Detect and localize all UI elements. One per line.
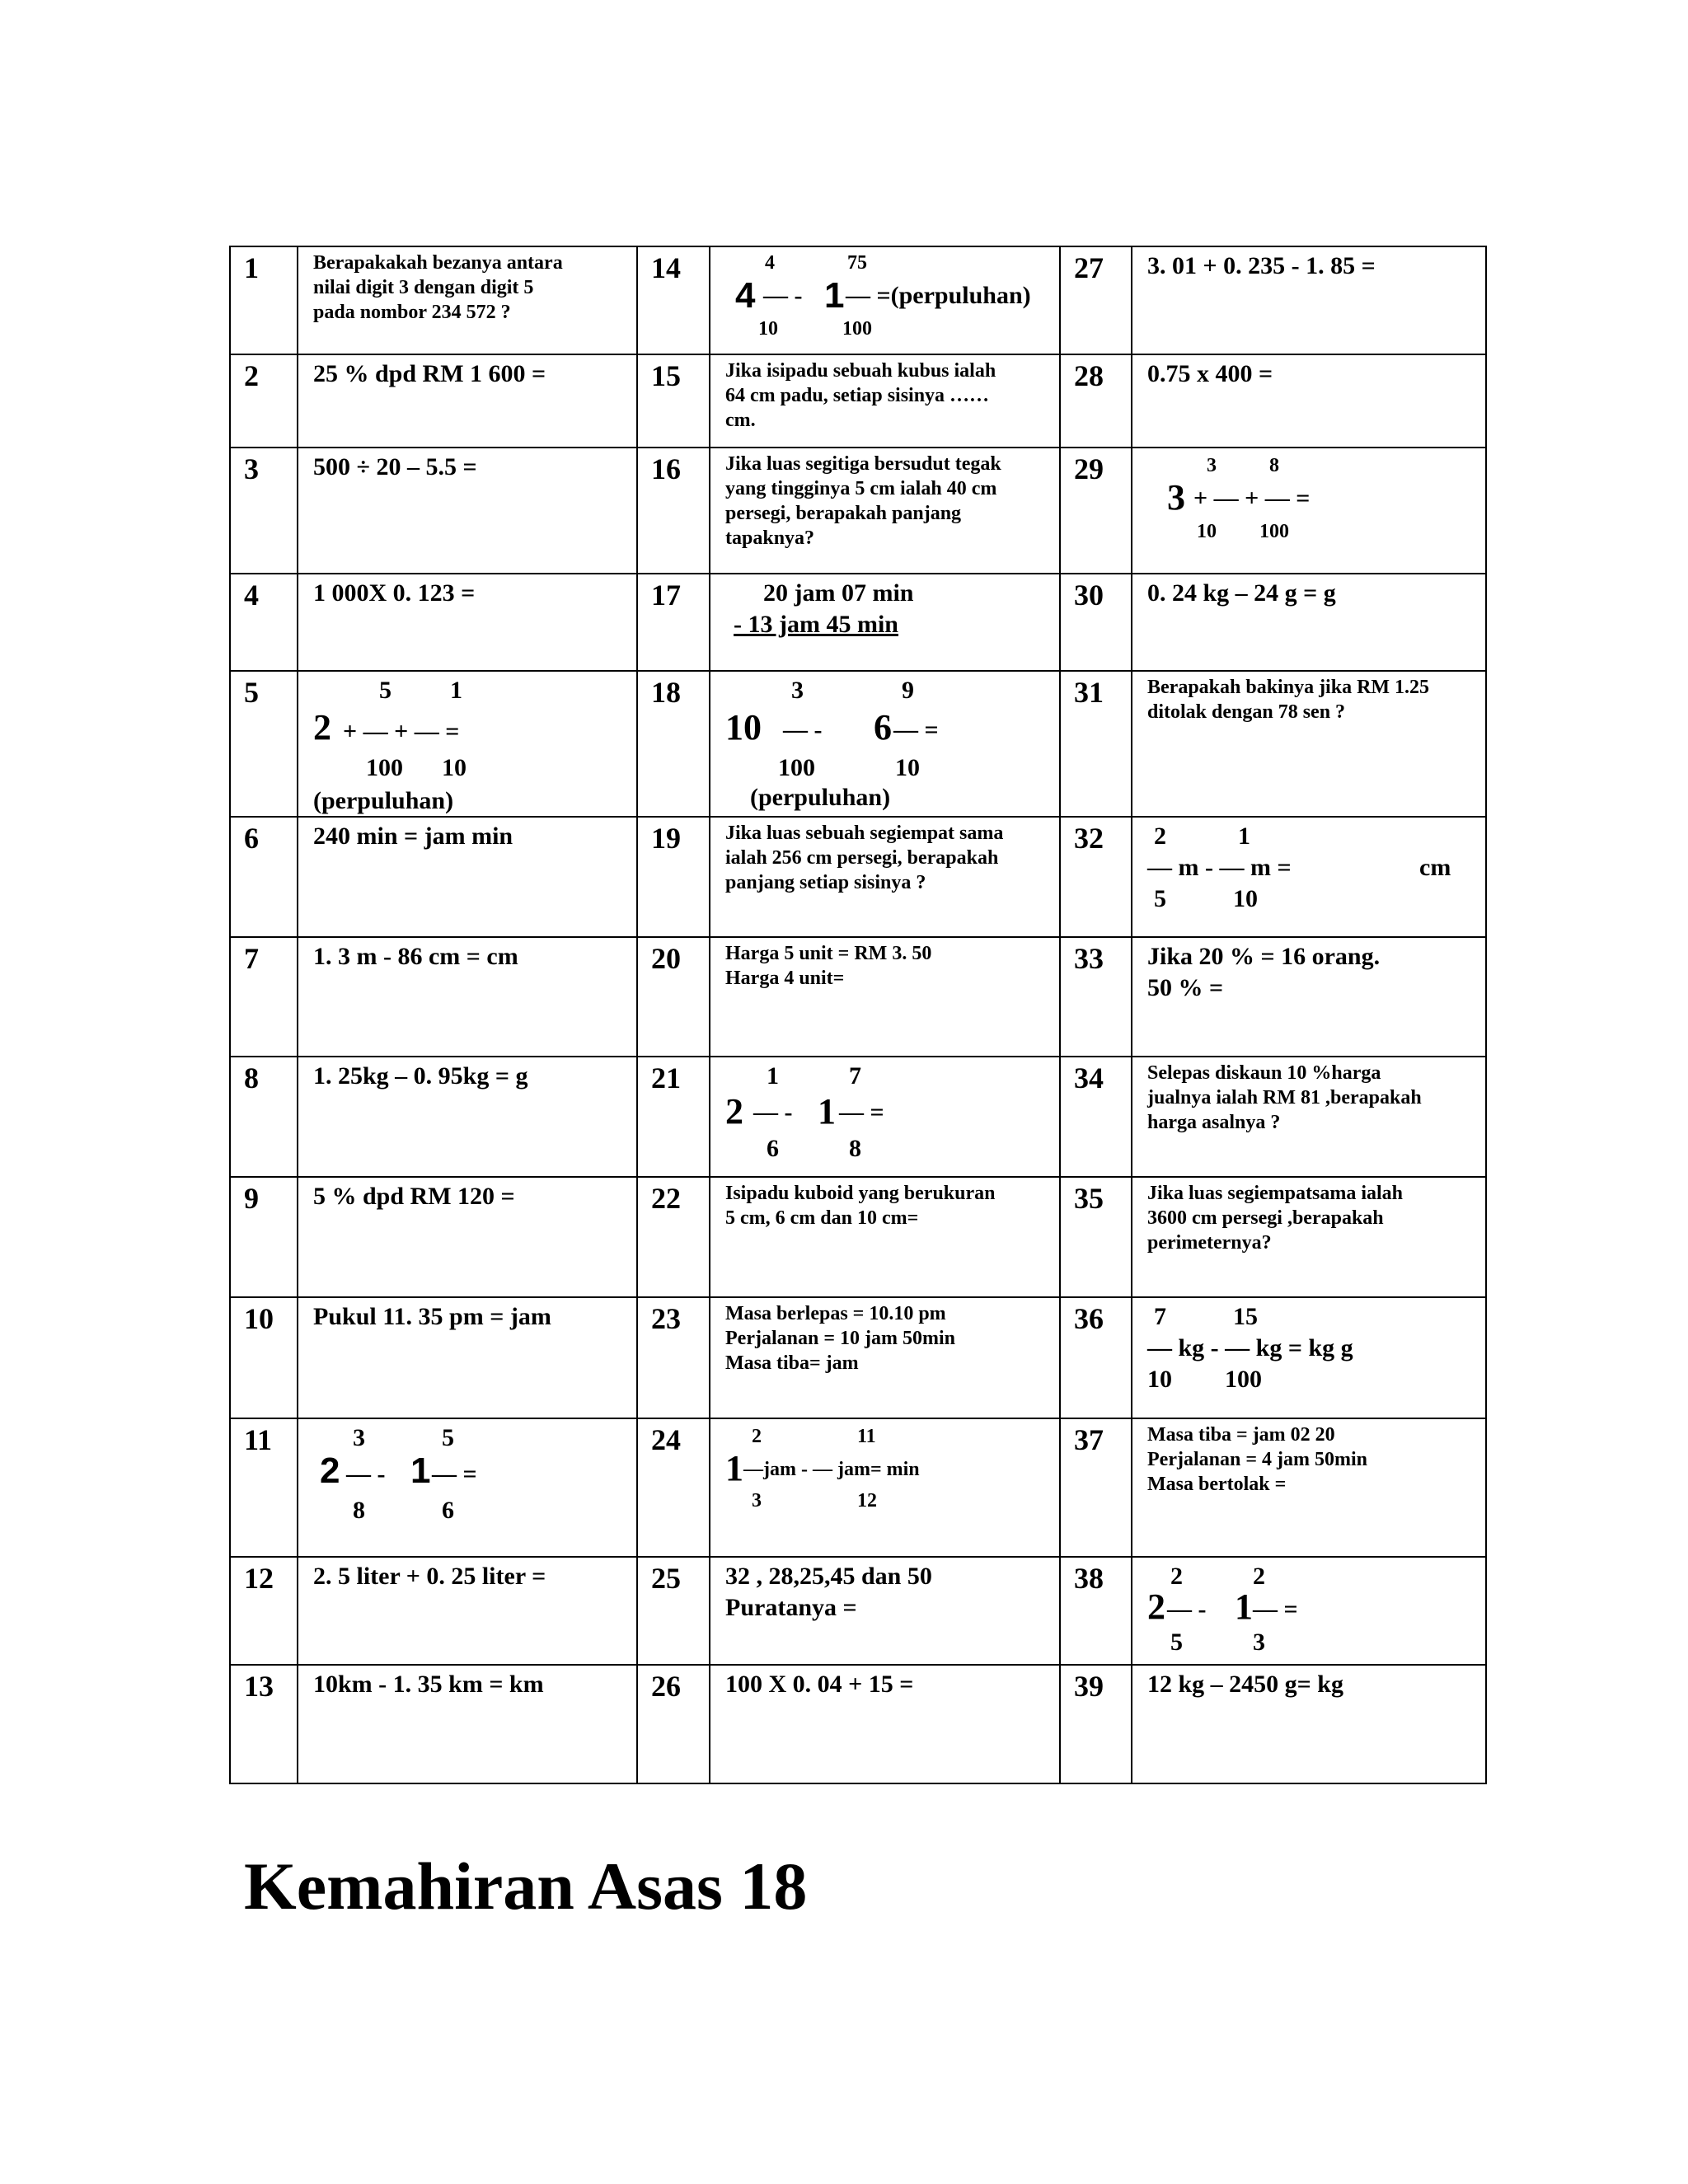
question-number: 16 xyxy=(637,448,710,574)
denominator: 10 xyxy=(1197,521,1217,542)
question-number: 25 xyxy=(637,1557,710,1665)
table-row xyxy=(230,1665,1486,1783)
numerator: 2 xyxy=(1154,823,1166,850)
numerator: 2 xyxy=(752,1426,762,1447)
question-number: 3 xyxy=(230,448,298,574)
operator: — =(perpuluhan) xyxy=(846,282,1031,309)
question-cell xyxy=(1132,1665,1486,1783)
numerator: 1 xyxy=(1238,823,1250,850)
question-text: Selepas diskaun 10 %harga jualnya ialah RM 81 ,berapakah harga asalnya ? xyxy=(1147,1062,1422,1133)
question-number: 15 xyxy=(637,354,710,448)
operator: — = xyxy=(839,1099,884,1126)
question-number: 13 xyxy=(230,1665,298,1783)
question-number: 12 xyxy=(230,1557,298,1665)
question-text: Jika luas segiempatsama ialah 3600 cm persegi ,berapakah perimeternya? xyxy=(1147,1183,1404,1254)
operator: — = xyxy=(893,716,939,743)
question-cell xyxy=(1132,817,1486,937)
whole-number: 1 xyxy=(410,1451,431,1491)
question-number: 30 xyxy=(1060,574,1132,671)
denominator: 3 xyxy=(752,1490,762,1511)
operator: — - xyxy=(753,1099,793,1126)
page-title: Kemahiran Asas 18 xyxy=(244,1849,808,1924)
question-cell xyxy=(710,1297,1060,1418)
table-row xyxy=(230,1418,1486,1557)
question-text: 500 ÷ 20 – 5.5 = xyxy=(313,453,477,480)
denominator: 100 xyxy=(366,754,403,781)
operator: — = xyxy=(432,1460,477,1488)
question-number: 22 xyxy=(637,1177,710,1297)
question-cell xyxy=(1132,1177,1486,1297)
question-number: 24 xyxy=(637,1418,710,1557)
whole-number: 10 xyxy=(725,707,762,748)
question-cell xyxy=(710,671,1060,817)
question-text: 12 kg – 2450 g= kg xyxy=(1147,1671,1343,1698)
question-text: 10km - 1. 35 km = km xyxy=(313,1671,544,1698)
question-cell xyxy=(710,1418,1060,1557)
numerator: 5 xyxy=(379,677,392,704)
whole-number: 3 xyxy=(1167,477,1185,518)
denominator: 10 xyxy=(1147,1366,1172,1393)
question-number: 20 xyxy=(637,937,710,1057)
question-number: 14 xyxy=(637,246,710,354)
question-text: 0. 24 kg – 24 g = g xyxy=(1147,579,1336,607)
question-note: (perpuluhan) xyxy=(313,787,454,814)
question-number: 9 xyxy=(230,1177,298,1297)
question-number: 2 xyxy=(230,354,298,448)
question-note: (perpuluhan) xyxy=(750,784,891,811)
table-row xyxy=(230,574,1486,671)
whole-number: 2 xyxy=(320,1451,340,1491)
numerator: 75 xyxy=(847,252,867,274)
question-cell xyxy=(298,246,637,354)
whole-number: 1 xyxy=(1235,1586,1253,1627)
operator: —jam - — jam= min xyxy=(743,1459,920,1480)
denominator: 10 xyxy=(1233,885,1258,912)
numerator: 3 xyxy=(353,1424,365,1451)
question-number: 32 xyxy=(1060,817,1132,937)
denominator: 10 xyxy=(895,754,920,781)
question-text: - 13 jam 45 min xyxy=(734,611,898,638)
numerator: 3 xyxy=(791,677,804,704)
table-row xyxy=(230,937,1486,1057)
denominator: 6 xyxy=(767,1135,779,1162)
question-cell xyxy=(1132,246,1486,354)
numerator: 2 xyxy=(1170,1563,1183,1590)
whole-number: 2 xyxy=(725,1091,743,1132)
whole-number: 1 xyxy=(818,1091,836,1132)
question-number: 17 xyxy=(637,574,710,671)
question-cell xyxy=(1132,1297,1486,1418)
question-cell xyxy=(298,354,637,448)
question-number: 34 xyxy=(1060,1057,1132,1177)
question-number: 36 xyxy=(1060,1297,1132,1418)
denominator: 10 xyxy=(758,318,778,340)
question-text: 1. 25kg – 0. 95kg = g xyxy=(313,1062,528,1090)
question-table xyxy=(229,246,1487,1784)
question-number: 28 xyxy=(1060,354,1132,448)
question-text: Jika 20 % = 16 orang. 50 % = xyxy=(1147,943,1381,1001)
question-number: 23 xyxy=(637,1297,710,1418)
question-text: 1. 3 m - 86 cm = cm xyxy=(313,943,518,970)
question-cell xyxy=(710,354,1060,448)
whole-number: 4 xyxy=(735,275,756,316)
operator: + — + — = xyxy=(1193,485,1311,512)
question-text: Pukul 11. 35 pm = jam xyxy=(313,1303,551,1330)
question-number: 5 xyxy=(230,671,298,817)
question-cell xyxy=(1132,354,1486,448)
question-number: 38 xyxy=(1060,1557,1132,1665)
question-number: 35 xyxy=(1060,1177,1132,1297)
numerator: 4 xyxy=(765,252,775,274)
table-row xyxy=(230,354,1486,448)
operator: — kg - — kg = kg g xyxy=(1147,1334,1353,1361)
question-number: 6 xyxy=(230,817,298,937)
question-cell xyxy=(710,1177,1060,1297)
question-number: 11 xyxy=(230,1418,298,1557)
table-row xyxy=(230,1177,1486,1297)
question-cell xyxy=(298,1057,637,1177)
whole-number: 6 xyxy=(874,707,892,748)
denominator: 12 xyxy=(857,1490,877,1511)
question-cell xyxy=(1132,448,1486,574)
question-number: 26 xyxy=(637,1665,710,1783)
question-number: 1 xyxy=(230,246,298,354)
question-text: 20 jam 07 min xyxy=(763,579,914,607)
question-cell xyxy=(710,448,1060,574)
question-cell xyxy=(298,817,637,937)
denominator: 3 xyxy=(1253,1629,1265,1656)
question-text: 2. 5 liter + 0. 25 liter = xyxy=(313,1563,546,1590)
question-text: 3. 01 + 0. 235 - 1. 85 = xyxy=(1147,252,1376,279)
question-text: Berapakah bakinya jika RM 1.25 ditolak dengan 78 sen ? xyxy=(1147,677,1430,723)
question-number: 31 xyxy=(1060,671,1132,817)
question-cell xyxy=(1132,1057,1486,1177)
denominator: 8 xyxy=(353,1497,365,1524)
question-text: Jika luas sebuah segiempat sama ialah 256 cm persegi, berapakah panjang setiap sisinya ? xyxy=(725,823,1004,893)
question-number: 7 xyxy=(230,937,298,1057)
question-cell xyxy=(298,937,637,1057)
question-cell xyxy=(710,1665,1060,1783)
question-text: Jika isipadu sebuah kubus ialah 64 cm padu, setiap sisinya …… cm. xyxy=(725,360,996,431)
denominator: 100 xyxy=(778,754,815,781)
numerator: 1 xyxy=(450,677,462,704)
question-text: Harga 5 unit = RM 3. 50 Harga 4 unit= xyxy=(725,943,932,989)
question-cell xyxy=(1132,1557,1486,1665)
question-number: 33 xyxy=(1060,937,1132,1057)
question-cell xyxy=(298,1557,637,1665)
question-number: 19 xyxy=(637,817,710,937)
table-row xyxy=(230,1297,1486,1418)
denominator: 5 xyxy=(1154,885,1166,912)
question-text: Berapakakah bezanya antara nilai digit 3 dengan digit 5 pada nombor 234 572 ? xyxy=(313,252,563,323)
question-cell xyxy=(710,937,1060,1057)
numerator: 3 xyxy=(1207,455,1217,476)
question-number: 18 xyxy=(637,671,710,817)
question-cell xyxy=(710,817,1060,937)
numerator: 8 xyxy=(1269,455,1279,476)
question-cell xyxy=(1132,574,1486,671)
question-cell xyxy=(1132,671,1486,817)
table-row xyxy=(230,448,1486,574)
whole-number: 2 xyxy=(313,707,331,748)
denominator: 6 xyxy=(442,1497,454,1524)
denominator: 100 xyxy=(1259,521,1289,542)
question-cell xyxy=(1132,937,1486,1057)
question-cell xyxy=(298,1418,637,1557)
question-text: 32 , 28,25,45 dan 50 Puratanya = xyxy=(725,1563,932,1621)
question-cell xyxy=(298,1297,637,1418)
question-number: 37 xyxy=(1060,1418,1132,1557)
question-text: 1 000X 0. 123 = xyxy=(313,579,476,607)
question-text: 25 % dpd RM 1 600 = xyxy=(313,360,546,387)
whole-number: 1 xyxy=(725,1448,743,1488)
operator: — m - — m = xyxy=(1147,854,1292,881)
numerator: 2 xyxy=(1253,1563,1265,1590)
numerator: 7 xyxy=(849,1062,861,1090)
denominator: 100 xyxy=(1225,1366,1262,1393)
numerator: 9 xyxy=(902,677,914,704)
operator: — - xyxy=(346,1460,386,1488)
question-cell xyxy=(298,448,637,574)
question-number: 10 xyxy=(230,1297,298,1418)
question-number: 27 xyxy=(1060,246,1132,354)
question-cell xyxy=(1132,1418,1486,1557)
denominator: 100 xyxy=(842,318,872,340)
whole-number: 2 xyxy=(1147,1586,1165,1627)
whole-number: 1 xyxy=(824,275,845,316)
operator: + — + — = xyxy=(343,718,460,745)
unit-label: cm xyxy=(1419,854,1451,881)
question-number: 21 xyxy=(637,1057,710,1177)
question-text: 240 min = jam min xyxy=(313,823,513,850)
numerator: 5 xyxy=(442,1424,454,1451)
question-cell xyxy=(298,671,637,817)
numerator: 15 xyxy=(1233,1303,1258,1330)
question-text: 5 % dpd RM 120 = xyxy=(313,1183,515,1210)
question-number: 8 xyxy=(230,1057,298,1177)
table-row xyxy=(230,246,1486,354)
question-cell xyxy=(298,574,637,671)
question-number: 4 xyxy=(230,574,298,671)
operator: — = xyxy=(1253,1596,1298,1623)
operator: — - xyxy=(1167,1596,1207,1623)
table-row xyxy=(230,1057,1486,1177)
denominator: 8 xyxy=(849,1135,861,1162)
question-number: 29 xyxy=(1060,448,1132,574)
table-row xyxy=(230,817,1486,937)
question-cell xyxy=(710,246,1060,354)
question-cell xyxy=(298,1665,637,1783)
question-cell xyxy=(298,1177,637,1297)
numerator: 11 xyxy=(857,1426,876,1447)
question-text: Masa berlepas = 10.10 pm Perjalanan = 10 jam 50min Masa tiba= jam xyxy=(725,1303,955,1374)
question-cell xyxy=(710,1557,1060,1665)
question-text: 100 X 0. 04 + 15 = xyxy=(725,1671,914,1698)
question-number: 39 xyxy=(1060,1665,1132,1783)
table-row xyxy=(230,1557,1486,1665)
question-text: Isipadu kuboid yang berukuran 5 cm, 6 cm dan 10 cm= xyxy=(725,1183,996,1229)
operator: — - xyxy=(783,716,823,743)
question-cell xyxy=(710,574,1060,671)
question-text: Jika luas segitiga bersudut tegak yang tingginya 5 cm ialah 40 cm persegi, berapakah panjang tapaknya? xyxy=(725,453,1001,549)
denominator: 5 xyxy=(1170,1629,1183,1656)
question-text: Masa tiba = jam 02 20 Perjalanan = 4 jam 50min Masa bertolak = xyxy=(1147,1424,1367,1495)
table-row xyxy=(230,671,1486,817)
numerator: 7 xyxy=(1154,1303,1166,1330)
question-cell xyxy=(710,1057,1060,1177)
numerator: 1 xyxy=(767,1062,779,1090)
operator: — - xyxy=(763,282,803,309)
denominator: 10 xyxy=(442,754,467,781)
question-text: 0.75 x 400 = xyxy=(1147,360,1273,387)
